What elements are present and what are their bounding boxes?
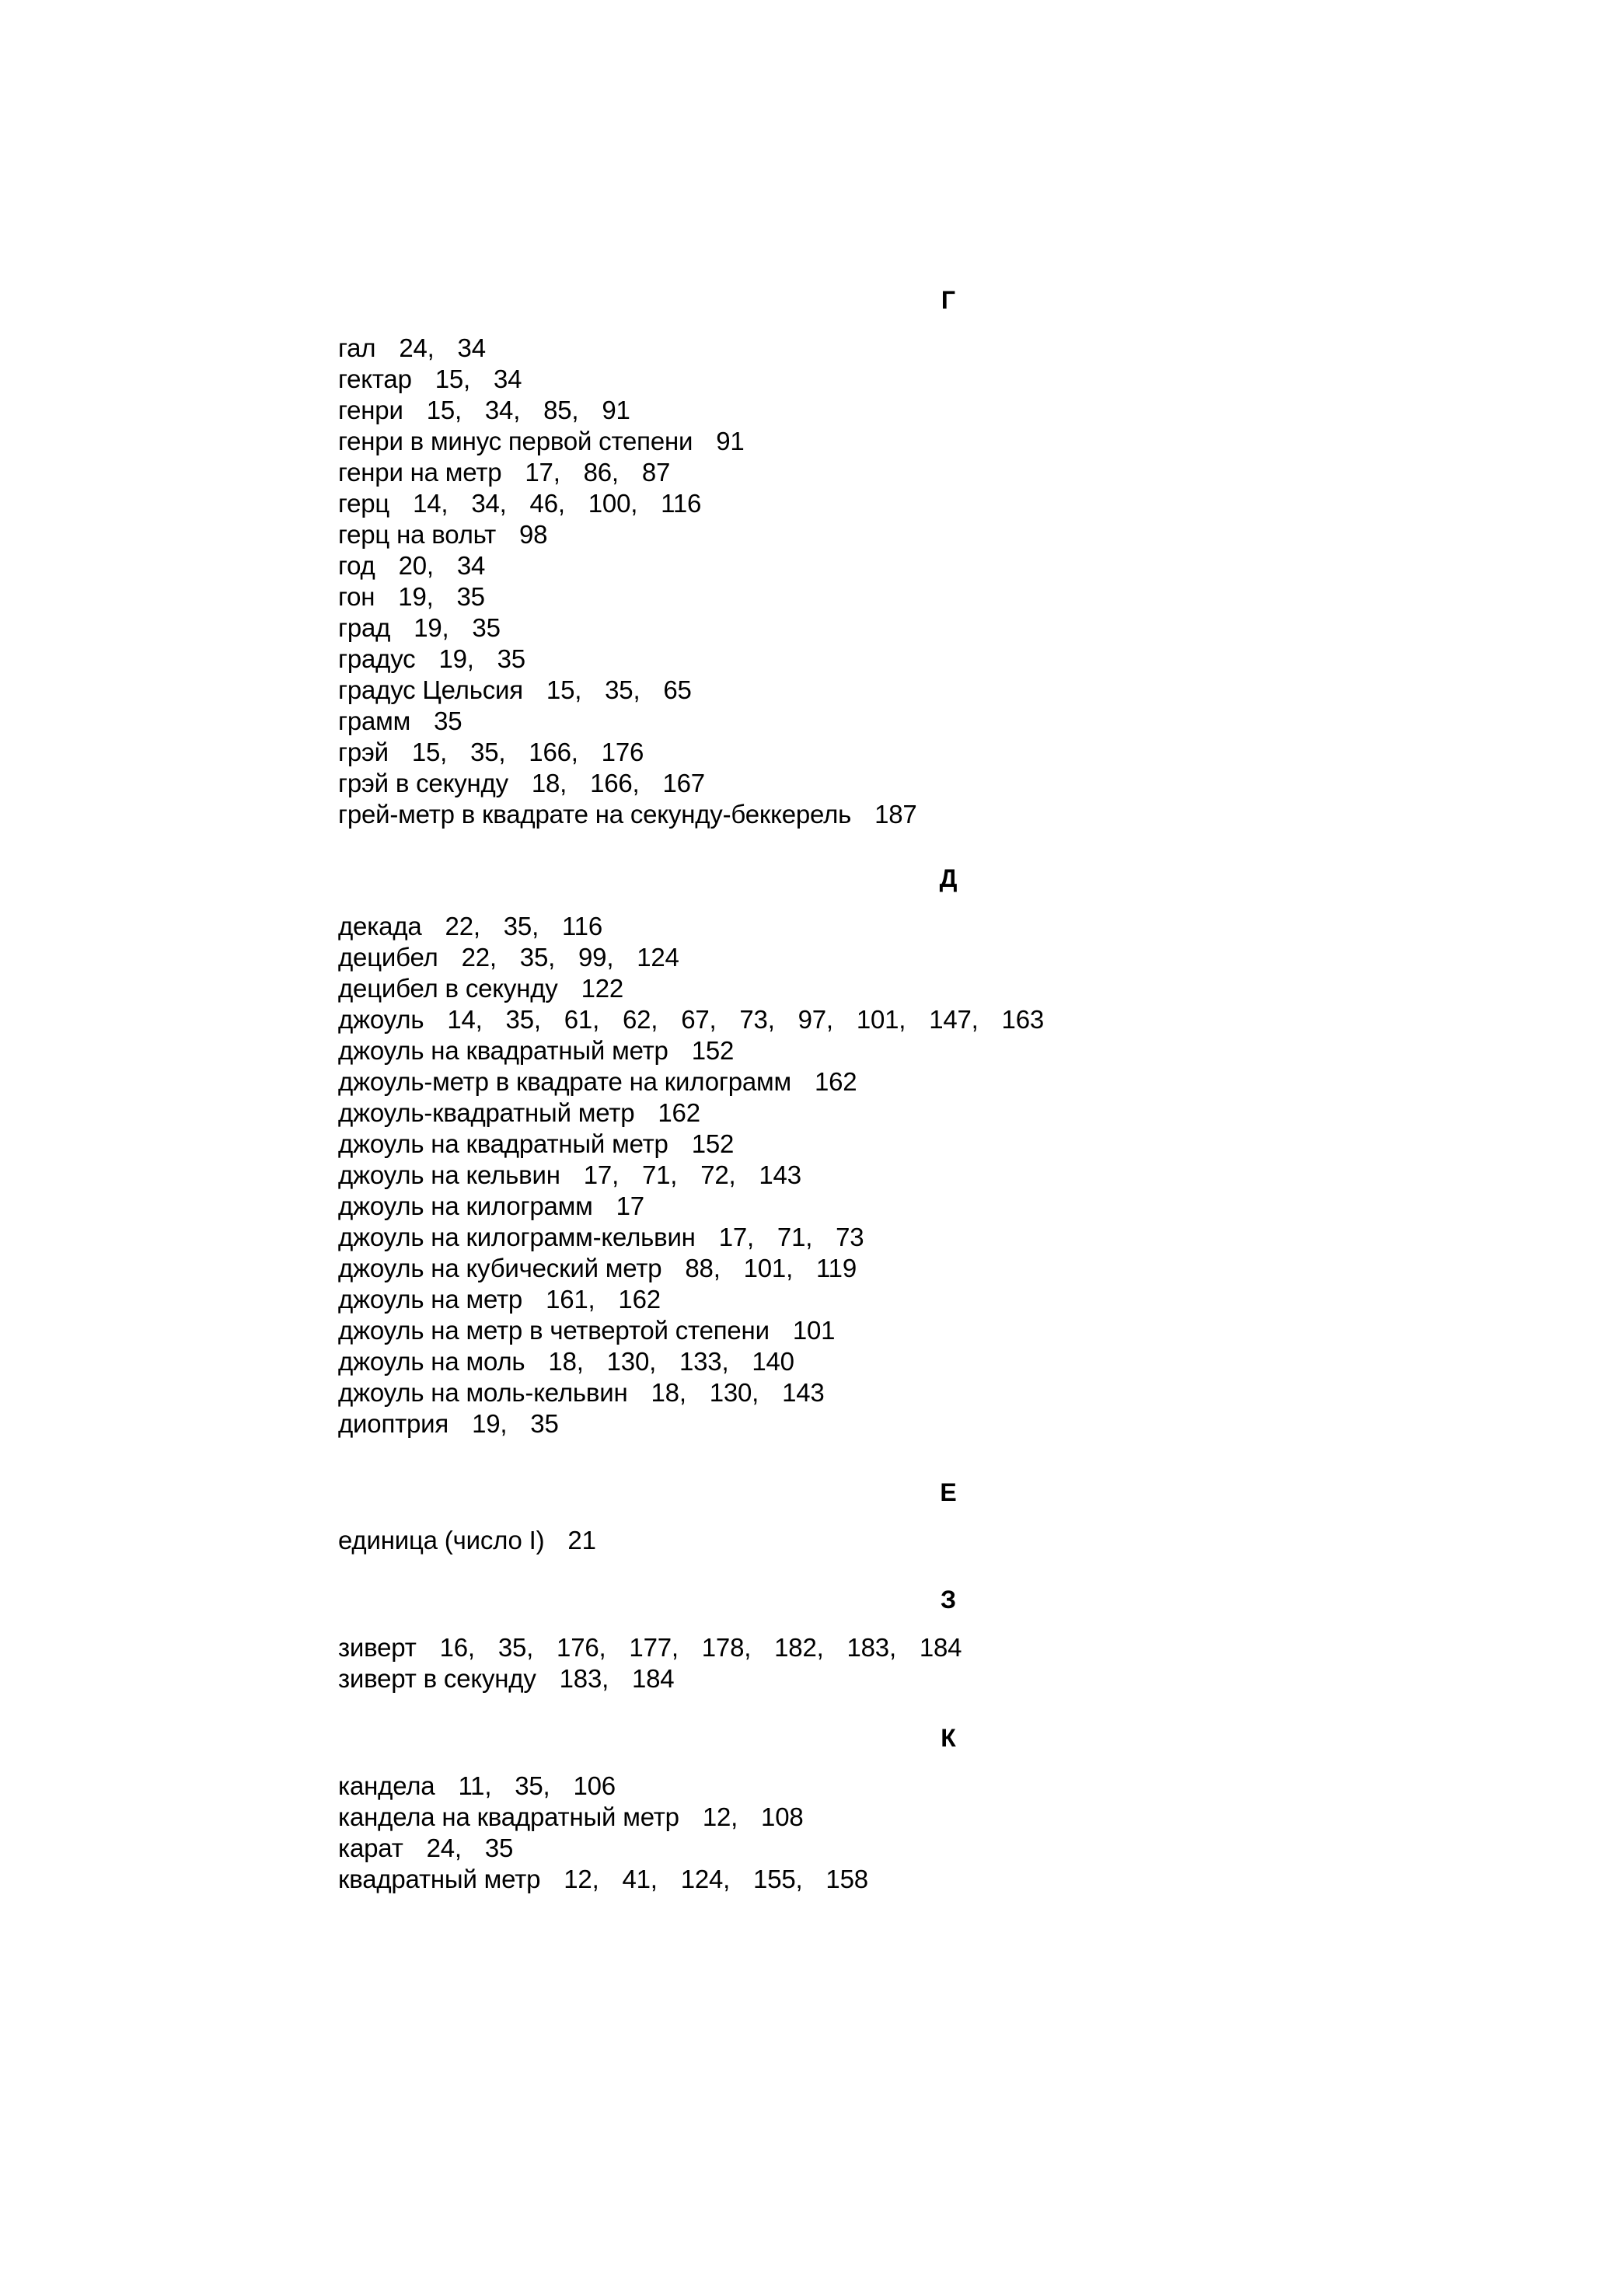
index-entry	[338, 1035, 1380, 1066]
page-references: 16, 35, 176, 177, 178, 182, 183, 184	[439, 1633, 962, 1662]
entry-list	[338, 911, 1380, 1439]
index-term: градус Цельсия	[338, 675, 523, 704]
index-term: джоуль на моль-кельвин	[338, 1378, 628, 1407]
index-entry	[338, 1771, 1380, 1802]
index-term: джоуль	[338, 1005, 424, 1034]
index-section-z	[338, 1584, 1380, 1694]
index-term: гектар	[338, 365, 412, 393]
index-entry	[338, 768, 1380, 799]
index-entry	[338, 1315, 1380, 1346]
index-entry	[338, 581, 1380, 612]
page-references: 19, 35	[414, 613, 501, 642]
index-entry	[338, 1066, 1380, 1097]
index-entry	[338, 1346, 1380, 1377]
index-entry	[338, 519, 1380, 550]
index-entry	[338, 333, 1380, 364]
page-references: 101	[792, 1316, 836, 1345]
index-entry	[338, 675, 1380, 706]
index-term: герц	[338, 489, 390, 518]
index-term: год	[338, 551, 375, 580]
section-letter: Д	[939, 864, 958, 892]
index-entry	[338, 1160, 1380, 1191]
index-term: джоуль на квадратный метр	[338, 1036, 668, 1065]
index-entry	[338, 1632, 1380, 1663]
index-entry	[338, 1253, 1380, 1284]
index-entry	[338, 644, 1380, 675]
index-entry	[338, 799, 1380, 830]
index-term: джоуль-метр в квадрате на килограмм	[338, 1067, 791, 1096]
page-references: 14, 35, 61, 62, 67, 73, 97, 101, 147, 163	[447, 1005, 1045, 1034]
page-references: 19, 35	[438, 644, 525, 673]
page-references: 20, 34	[398, 551, 486, 580]
index-term: гал	[338, 333, 376, 362]
page-references: 11, 35, 106	[458, 1771, 616, 1800]
index-term: генри на метр	[338, 458, 502, 487]
index-entry	[338, 1191, 1380, 1222]
page-references: 19, 35	[398, 582, 485, 611]
index-entry	[338, 1663, 1380, 1694]
index-entry	[338, 911, 1380, 942]
entry-list	[338, 1771, 1380, 1895]
index-term: единица (число I)	[338, 1526, 545, 1555]
index-section-d	[338, 863, 1380, 1439]
page-references: 24, 35	[426, 1834, 514, 1862]
index-term: грэй в секунду	[338, 769, 508, 797]
index-entry	[338, 395, 1380, 426]
page-references: 161, 162	[546, 1285, 661, 1314]
index-term: квадратный метр	[338, 1865, 541, 1893]
page-references: 15, 34	[435, 365, 522, 393]
index-entry	[338, 1004, 1380, 1035]
page-references: 17	[616, 1192, 644, 1220]
index-entry	[338, 942, 1380, 973]
index-term: джоуль на килограмм	[338, 1192, 593, 1220]
index-entry	[338, 1222, 1380, 1253]
page-references: 22, 35, 99, 124	[461, 943, 679, 972]
index-entry	[338, 457, 1380, 488]
index-term: джоуль на метр	[338, 1285, 523, 1314]
index-term: карат	[338, 1834, 403, 1862]
index-term: джоуль-квадратный метр	[338, 1098, 635, 1127]
page-references: 21	[567, 1526, 596, 1555]
page-references: 19, 35	[472, 1409, 559, 1438]
index-entry	[338, 550, 1380, 581]
index-section-g	[338, 284, 1380, 830]
index-term: джоуль на моль	[338, 1347, 525, 1376]
index-term: децибел	[338, 943, 438, 972]
entry-list	[338, 1525, 1380, 1556]
page-references: 18, 130, 133, 140	[548, 1347, 794, 1376]
index-section-k	[338, 1722, 1380, 1895]
index-section-e	[338, 1477, 1380, 1556]
index-term: генри в минус первой степени	[338, 427, 693, 455]
page-references: 24, 34	[399, 333, 486, 362]
index-entry	[338, 706, 1380, 737]
section-letter: З	[940, 1586, 957, 1614]
page-references: 15, 35, 65	[546, 675, 692, 704]
index-entry	[338, 488, 1380, 519]
index-term: джоуль на килограмм-кельвин	[338, 1223, 696, 1251]
index-term: джоуль на метр в четвертой степени	[338, 1316, 770, 1345]
page-references: 35	[434, 707, 462, 735]
index-entry	[338, 1525, 1380, 1556]
index-term: кандела на квадратный метр	[338, 1802, 679, 1831]
index-entry	[338, 737, 1380, 768]
index-term: зиверт в секунду	[338, 1664, 536, 1693]
page-references: 152	[691, 1129, 735, 1158]
index-term: джоуль на кубический метр	[338, 1254, 662, 1282]
page-references: 14, 34, 46, 100, 116	[413, 489, 702, 518]
index-entry	[338, 1408, 1380, 1439]
index-entry	[338, 364, 1380, 395]
index-term: джоуль на кельвин	[338, 1160, 560, 1189]
index-entry	[338, 1802, 1380, 1833]
index-entry	[338, 1833, 1380, 1864]
index-term: град	[338, 613, 391, 642]
page-references: 17, 71, 72, 143	[583, 1160, 801, 1189]
page-references: 91	[716, 427, 745, 455]
index-term: гон	[338, 582, 375, 611]
index-term: герц на вольт	[338, 520, 497, 549]
index-term: декада	[338, 912, 422, 940]
page-references: 18, 130, 143	[651, 1378, 825, 1407]
section-letter: Г	[941, 286, 956, 314]
page-references: 162	[814, 1067, 857, 1096]
index-term: кандела	[338, 1771, 435, 1800]
index-entry	[338, 1097, 1380, 1129]
index-term: диоптрия	[338, 1409, 449, 1438]
index-term: зиверт	[338, 1633, 417, 1662]
index-entry	[338, 612, 1380, 644]
page-references: 187	[874, 800, 917, 829]
page-references: 17, 86, 87	[525, 458, 671, 487]
index-term: джоуль на квадратный метр	[338, 1129, 668, 1158]
index-entry	[338, 1864, 1380, 1895]
index-entry	[338, 1377, 1380, 1408]
page-references: 18, 166, 167	[531, 769, 705, 797]
index-entry	[338, 1129, 1380, 1160]
entry-list	[338, 333, 1380, 830]
page-references: 183, 184	[559, 1664, 675, 1693]
page-references: 22, 35, 116	[445, 912, 602, 940]
page-references: 88, 101, 119	[685, 1254, 857, 1282]
index-term: градус	[338, 644, 416, 673]
index-term: грэй	[338, 738, 389, 766]
page-references: 15, 35, 166, 176	[411, 738, 644, 766]
index-term: децибел в секунду	[338, 974, 558, 1003]
section-letter: К	[941, 1724, 956, 1752]
page-references: 98	[519, 520, 548, 549]
index-entry	[338, 426, 1380, 457]
index-entry	[338, 1284, 1380, 1315]
entry-list	[338, 1632, 1380, 1694]
index-term: грей-метр в квадрате на секунду-беккерель	[338, 800, 852, 829]
index-entry	[338, 973, 1380, 1004]
section-letter: Е	[940, 1478, 957, 1506]
page-references: 162	[658, 1098, 700, 1127]
page-references: 122	[581, 974, 624, 1003]
page-references: 17, 71, 73	[718, 1223, 864, 1251]
page-references: 15, 34, 85, 91	[426, 396, 630, 424]
index-term: генри	[338, 396, 403, 424]
page-references: 152	[691, 1036, 735, 1065]
page-references: 12, 41, 124, 155, 158	[564, 1865, 868, 1893]
index-term: грамм	[338, 707, 411, 735]
page-references: 12, 108	[702, 1802, 804, 1831]
